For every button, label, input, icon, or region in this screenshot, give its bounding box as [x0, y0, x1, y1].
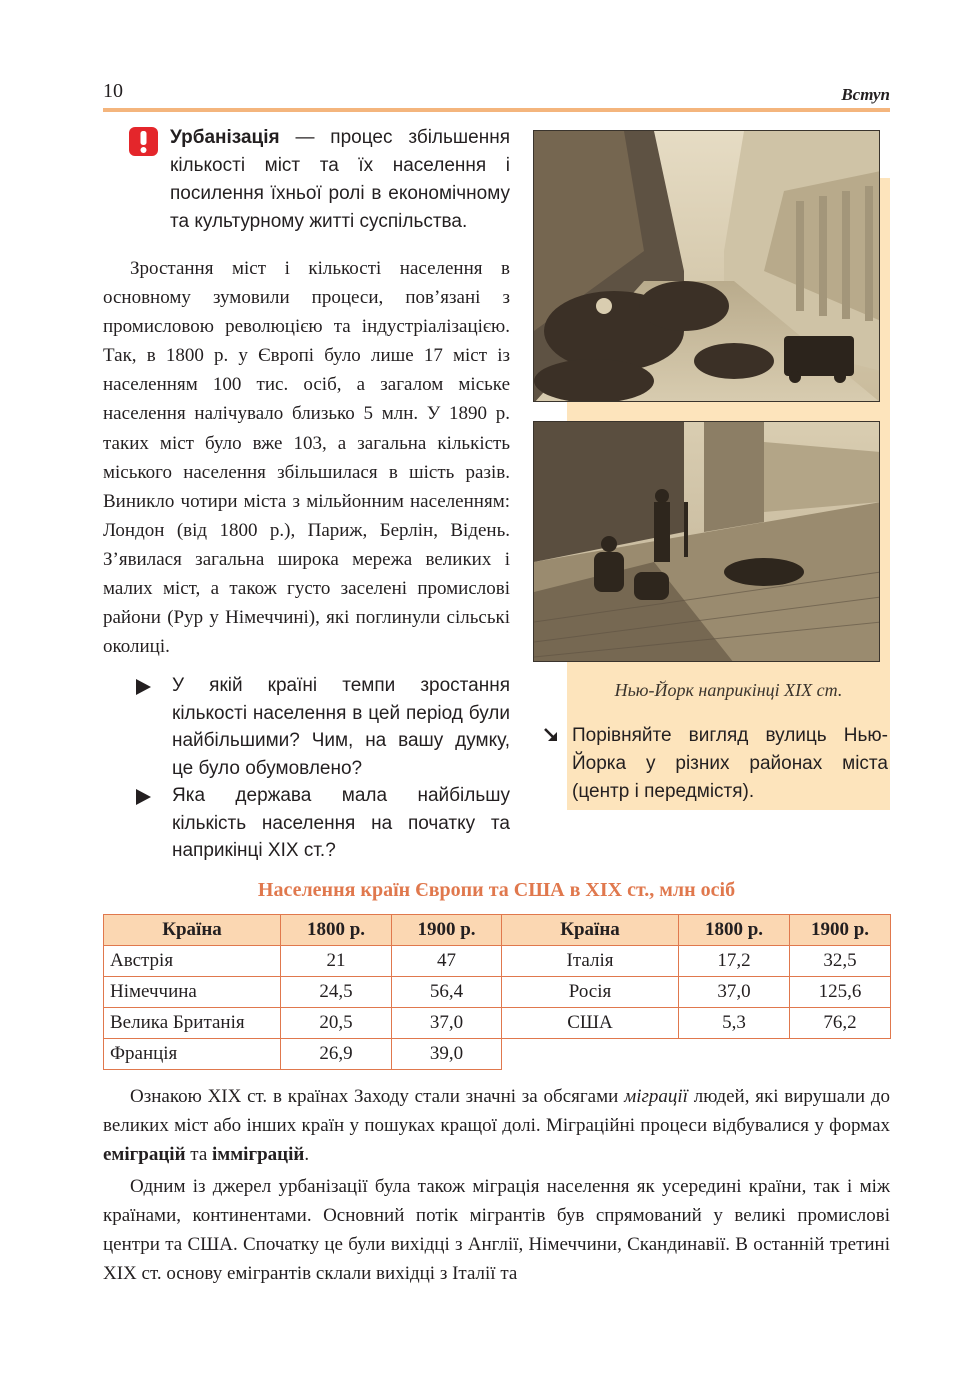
definition-body: — процес збільшення кількості міст та їх населення і посилення їхньої ролі в економічному та культурному житті суспільства.	[170, 127, 510, 232]
term-emigration: еміграцій	[103, 1144, 186, 1165]
definition-text	[170, 124, 510, 236]
text-run: .	[304, 1144, 310, 1165]
value-cell: 24,5	[281, 977, 392, 1008]
arrow-down-right-icon	[543, 727, 559, 743]
table-row	[104, 946, 891, 977]
new-york-downtown-photo	[533, 130, 880, 402]
section-title: Вступ	[841, 85, 890, 104]
text-run: Ознакою XIX ст. в країнах Заходу стали значні за обсягами	[130, 1086, 625, 1107]
column-header: Країна	[104, 915, 281, 946]
population-table	[103, 914, 891, 1070]
term-immigration: іммiграцій	[212, 1144, 305, 1165]
question-list	[136, 672, 510, 865]
photo-caption: Нью-Йорк наприкінці XIX ст.	[614, 680, 843, 700]
country-cell: Велика Британія	[104, 1008, 281, 1039]
triangle-bullet-icon	[136, 789, 151, 805]
table-title: Населення країн Європи та США в XIX ст., млн осіб	[257, 879, 736, 901]
value-cell: 76,2	[790, 1008, 891, 1039]
column-header: Країна	[502, 915, 679, 946]
value-cell: 37,0	[679, 977, 790, 1008]
value-cell: 26,9	[281, 1039, 392, 1070]
definition-block	[129, 124, 510, 236]
table-header-row	[104, 915, 891, 946]
new-york-suburb-photo	[533, 421, 880, 662]
empty-cell	[679, 1039, 790, 1070]
column-header: 1900 р.	[392, 915, 502, 946]
column-header: 1800 р.	[281, 915, 392, 946]
value-cell: 39,0	[392, 1039, 502, 1070]
country-cell: Італія	[502, 946, 679, 977]
value-cell: 37,0	[392, 1008, 502, 1039]
bottom-text	[103, 1082, 890, 1291]
value-cell: 125,6	[790, 977, 891, 1008]
country-cell: США	[502, 1008, 679, 1039]
definition-term: Урбанізація	[170, 127, 280, 148]
exclamation-icon	[129, 127, 158, 156]
term-migration: міграції	[624, 1086, 688, 1107]
country-cell: Німеччина	[104, 977, 281, 1008]
task-block	[543, 722, 888, 806]
column-header: 1900 р.	[790, 915, 891, 946]
page-number: 10	[103, 80, 123, 102]
table-row	[104, 1008, 891, 1039]
text-run: людей, які вирушали до великих міст або інших країн у пошуках кращої долі. Міграційні процеси відбувалися у формах	[103, 1086, 890, 1136]
task-text: Порівняйте вигляд вулиць Нью-Йорка у різних районах міста (центр і передмістя).	[572, 725, 888, 802]
value-cell: 56,4	[392, 977, 502, 1008]
urbanization-sources-paragraph: Одним із джерел урбанізації була також міграція населення як усередині країни, так і між країнами, континентами. Основний потік мігрантів був спрямований у великі промислові центри та США. Спочатку це були вихідці з Англії, Німеччини, Скандинавії. В останній третині XIX ст. основу емігрантів склали вихідці з Італії та	[103, 1176, 890, 1284]
question-text: У якій країні темпи зростання кількості населення в цей період були найбільшими? Чим, на вашу думку, це було обумовлено?	[172, 675, 510, 779]
table-row	[104, 977, 891, 1008]
text-run: та	[185, 1144, 212, 1165]
value-cell: 17,2	[679, 946, 790, 977]
question-text: Яка держава мала найбільшу кількість населення на початку та наприкінці XIX ст.?	[172, 785, 510, 861]
country-cell: Росія	[502, 977, 679, 1008]
value-cell: 21	[281, 946, 392, 977]
migration-paragraph	[103, 1082, 890, 1169]
header-divider	[103, 108, 890, 112]
question-item	[136, 672, 510, 782]
column-header: 1800 р.	[679, 915, 790, 946]
table-row	[104, 1039, 891, 1070]
value-cell: 5,3	[679, 1008, 790, 1039]
question-item	[136, 782, 510, 865]
country-cell: Франція	[104, 1039, 281, 1070]
value-cell: 32,5	[790, 946, 891, 977]
value-cell: 47	[392, 946, 502, 977]
country-cell: Австрія	[104, 946, 281, 977]
empty-cell	[502, 1039, 679, 1070]
empty-cell	[790, 1039, 891, 1070]
value-cell: 20,5	[281, 1008, 392, 1039]
main-paragraph: Зростання міст і кількості населення в основному зумовили процеси, пов’язані з промисловою революцією та індустріалізацією. Так, в 1800 р. у Європі було лише 17 міст із населенням 100 тис. осіб, а загалом міське населення налічувало близько 5 млн. У 1890 р. таких міст було вже 103, а загальна кількість міського населення збільшилася в шість разів. Виникло чотири міста з мільйонним населенням: Лондон (від 1800 р.), Париж, Берлін, Відень. З’явилася загальна широка мережа великих і малих міст, а також густо заселені промислові райони (Рур у Німеччині), які поглинули сільські околиці.	[103, 258, 510, 658]
triangle-bullet-icon	[136, 679, 151, 695]
